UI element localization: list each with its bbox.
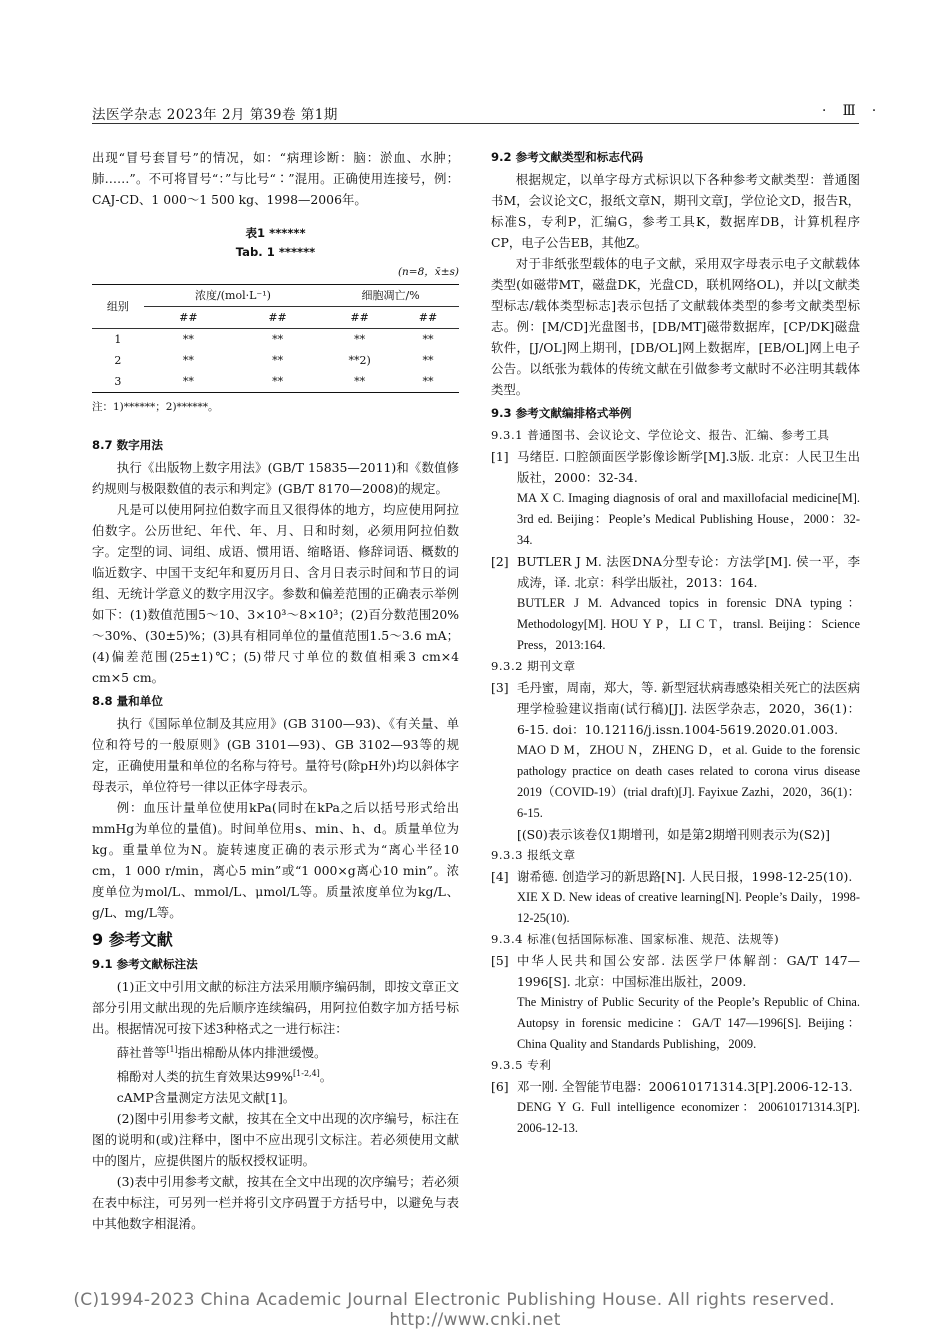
- page-number: · Ⅲ ·: [822, 103, 883, 119]
- section-9-3-3-title: 9.3.3 报纸文章: [491, 848, 576, 862]
- table-stat-note: (n=8，x̄±s): [397, 266, 459, 278]
- subheader-cell: ##: [179, 311, 198, 324]
- reference-3-note: [(S0)表示该卷仅1期增刊，如是第2期增刊则表示为(S2)]: [517, 827, 830, 842]
- section-9-2-p2: 对于非纸张型载体的电子文献，采用双字母表示电子文献载体类型(如磁带MT，磁盘DK，光盘CD，联机网络OL)，并以[文献类型标志/载体类型标志]表示包括了文献载体类型的参考文献类型标志。例：[M/CD]光盘图书，[DB/MT]磁带数据库，[CP/DK]磁盘软件，[J/OL]网上期刊，[DB/OL]网上数据库，[EB/OL]网上电子公告。以纸张为载体的传统文献在引做参考文献时不必注明其载体类型。: [491, 256, 860, 397]
- table-cell: **: [422, 375, 434, 388]
- header-rule: [92, 123, 859, 124]
- citation-example-1-sup: [1]: [166, 1045, 178, 1054]
- copyright-text: (C)1994-2023 China Academic Journal Electronic Publishing House. All rights reserved.: [73, 1290, 835, 1310]
- section-9-1-p1: (1)正文中引用文献的标注方法采用顺序编码制，即按文章正文部分引用文献出现的先后顺序连续编码，用阿拉伯数字加方括号标出。根据情况可按下述3种格式之一进行标注：: [92, 979, 459, 1036]
- section-9-3-title: 9.3 参考文献编排格式举例: [491, 406, 632, 420]
- subheader-cell: ##: [418, 311, 438, 324]
- reference-cn: 毛丹蜜，周南，郑大，等. 新型冠状病毒感染相关死亡的法医病理学检验建议指南(试行稿)[J]. 法医学杂志，2020，36(1)：6-15. doi：10.12116/j.issn.1004-5619.2020.01.003.: [517, 680, 860, 737]
- citation-example-1: [92, 1039, 459, 1063]
- reference-2: [491, 551, 860, 593]
- reference-number: [1]: [491, 449, 509, 464]
- reference-6: [491, 1076, 860, 1097]
- reference-1-en: MA X C. Imaging diagnosis of oral and maxillofacial medicine[M]. 3rd ed. Beijing：People’s Medical Publishing House，2000：32-34.: [517, 491, 860, 547]
- group-cell: 3: [114, 375, 122, 388]
- table-cell: **2): [348, 354, 371, 367]
- reference-2-en: BUTLER J M. Advanced topics in forensic DNA typing：Methodology[M]. HOU Y P，LI C T，transl. Beijing：Science Press，2013:164.: [517, 596, 860, 652]
- section-9-3-1-title: 9.3.1 普通图书、会议论文、学位论文、报告、汇编、参考工具: [491, 428, 830, 442]
- reference-1: [491, 446, 860, 488]
- group-cell: 1: [114, 333, 122, 346]
- table-row: [92, 371, 459, 393]
- table-cell: **: [272, 375, 284, 388]
- citation-example-3: cAMP含量测定方法见文献[1]。: [116, 1090, 296, 1106]
- table-cell: **: [182, 354, 194, 367]
- table-caption-en: Tab. 1 ******: [235, 245, 316, 259]
- section-8-8-p2: 例：血压计量单位使用kPa(同时在kPa之后以括号形式给出mmHg为单位的量值)。时间单位用s、min、h、d。质量单位为kg。重量单位为N。旋转速度正确的表示形式为“离心半径10 cm，1 000 r/min，离心5 min”或“1 000×g离心10 min”。浓度单位为mol/L、mmol/L、μmol/L等。质量浓度单位为kg/L、g/L、mg/L等。: [92, 800, 459, 920]
- group-cell: 2: [114, 354, 122, 367]
- reference-cn: 邓一刚. 全智能节电器：200610171314.3[P].2006-12-13.: [517, 1079, 853, 1094]
- citation-example-2: [92, 1063, 459, 1087]
- table-cell: **: [422, 354, 434, 367]
- reference-number: [4]: [491, 869, 509, 884]
- table-row: [92, 350, 459, 371]
- section-8-7-p1: 执行《出版物上数字用法》(GB/T 15835—2011)和《数值修约规则与极限数值的表示和判定》(GB/T 8170—2008)的规定。: [92, 460, 459, 496]
- right-column: [491, 147, 860, 1139]
- reference-6-en: DENG Y G. Full intelligence economizer：200610171314.3[P]. 2006-12-13.: [517, 1100, 860, 1135]
- section-9-1-p2: (2)图中引用参考文献，按其在全文中出现的次序编号，标注在图的说明和(或)注释中，图中不应出现引文标注。若必须使用文献中的图片，应提供图片的版权授权证明。: [92, 1111, 459, 1169]
- table-note: 注：1)******；2)******。: [92, 401, 219, 413]
- reference-number: [5]: [491, 953, 509, 968]
- table-cell: **: [182, 333, 194, 346]
- reference-number: [2]: [491, 554, 509, 569]
- reference-cn: 中华人民共和国公安部. 法医学尸体解剖：GA/T 147—1996[S]. 北京：中国标准出版社，2009.: [517, 953, 860, 989]
- citation-example-1-text: 薛社普等: [116, 1045, 167, 1061]
- col-conc-header: 浓度/(mol·L⁻¹): [144, 285, 322, 307]
- intro-paragraph: 出现“冒号套冒号”的情况，如：“病理诊断：脑：淤血、水肿；肺……”。不可将冒号“：”与比号“∶”混用。正确使用连接号，例：CAJ-CD、1 000～1 500 kg、1998—2006年。: [92, 150, 459, 207]
- table-cell: **: [354, 375, 366, 388]
- left-column: [92, 147, 459, 1234]
- table-cell: **: [272, 333, 284, 346]
- reference-4: [491, 866, 860, 887]
- col-apop-header: 细胞凋亡/%: [322, 285, 459, 307]
- reference-number: [3]: [491, 680, 509, 695]
- section-9-2-p1: 根据规定，以单字母方式标识以下各种参考文献类型：普通图书M，会议论文C，报纸文章N，期刊文章J，学位论文D，报告R，标准S，专利P，汇编G，参考工具K，数据库DB，计算机程序CP，电子公告EB，其他Z。: [491, 172, 860, 250]
- reference-5: [491, 950, 860, 992]
- section-8-7-p2: 凡是可以使用阿拉伯数字而且又很得体的地方，均应使用阿拉伯数字。公历世纪、年代、年、月、日和时刻，必须用阿拉伯数字。定型的词、词组、成语、惯用语、缩略语、修辞词语、概数的临近数字、中国干支纪年和夏历月日、含月日表示时间和节日的词组、无统计学意义的数字用汉字。参数和偏差范围的正确表示举例如下：(1)数值范围5～10、3×10³～8×10³；(2)百分数范围20%～30%、(30±5)%；(3)具有相同单位的量值范围1.5～3.6 mA；(4)偏差范围(25±1)℃；(5)带尺寸单位的数值相乘3 cm×4 cm×5 cm。: [92, 502, 459, 685]
- copyright-footer: [0, 1290, 950, 1330]
- reference-cn: 马绪臣. 口腔颌面医学影像诊断学[M].3版. 北京：人民卫生出版社，2000：32-34.: [517, 449, 860, 485]
- cnki-link[interactable]: http://www.cnki.net: [389, 1310, 561, 1330]
- section-8-8-p1: 执行《国际单位制及其应用》(GB 3100—93)、《有关量、单位和符号的一般原则》(GB 3101—93)、GB 3102—93等的规定，正确使用量和单位的名称与符号。量符号(除pH外)均以斜体字母表示，单位符号一律以正体字母表示。: [92, 716, 459, 794]
- running-header: 法医学杂志 2023年 2月 第39卷 第1期: [92, 107, 338, 123]
- section-9-1-p3: (3)表中引用参考文献，按其在全文中出现的次序编号；若必须在表中标注，可另列一栏并将引文序码置于方括号中，以避免与表中其他数字相混淆。: [92, 1174, 459, 1232]
- data-table: [92, 284, 459, 393]
- table-cell: **: [354, 333, 366, 346]
- table-cell: **: [272, 354, 284, 367]
- table-cell: **: [182, 375, 194, 388]
- reference-cn: BUTLER J M. 法医DNA分型专论：方法学[M]. 侯一平，李成涛，译. 北京：科学出版社，2013：164.: [517, 554, 860, 590]
- section-9-title: 9 参考文献: [92, 930, 173, 949]
- section-9-3-4-title: 9.3.4 标准(包括国际标准、国家标准、规范、法规等): [491, 932, 780, 946]
- subheader-cell: ##: [268, 311, 287, 324]
- reference-3-en: MAO D M，ZHOU N，ZHENG D，et al. Guide to the forensic pathology practice on death cases related to corona virus disease 2019（COVID-19）(trial draft)[J]. Fayixue Zazhi，2020，36(1)：6-15.: [517, 743, 860, 820]
- reference-4-en: XIE X D. New ideas of creative learning[N]. People’s Daily，1998-12-25(10).: [517, 890, 860, 925]
- section-8-7-title: 8.7 数字用法: [92, 438, 163, 452]
- citation-example-2-text: 棉酚对人类的抗生育效果达99%: [116, 1069, 294, 1085]
- citation-example-1-rest: 指出棉酚从体内排泄缓慢。: [177, 1045, 327, 1061]
- citation-example-2-sup: [1-2,4]: [293, 1069, 320, 1079]
- table-row: [92, 329, 459, 351]
- subheader-cell: ##: [350, 311, 369, 324]
- section-9-2-title: 9.2 参考文献类型和标志代码: [491, 150, 644, 164]
- section-8-8-title: 8.8 量和单位: [92, 694, 163, 708]
- section-9-1-title: 9.1 参考文献标注法: [92, 957, 198, 971]
- reference-cn: 谢希德. 创造学习的新思路[N]. 人民日报，1998-12-25(10).: [517, 869, 853, 884]
- reference-5-en: The Ministry of Public Security of the People’s Republic of China. Autopsy in forensic medicine：GA/T 147—1996[S]. Beijing：China Quality and Standards Publishing，2009.: [517, 995, 860, 1051]
- reference-number: [6]: [491, 1079, 509, 1094]
- reference-3: [491, 677, 860, 740]
- section-9-3-2-title: 9.3.2 期刊文章: [491, 659, 576, 673]
- col-group-header: 组别: [92, 285, 144, 329]
- citation-example-2-rest: 。: [319, 1069, 333, 1085]
- table-cell: **: [422, 333, 434, 346]
- table-caption-cn: 表1 ******: [245, 226, 306, 240]
- section-9-3-5-title: 9.3.5 专利: [491, 1058, 552, 1072]
